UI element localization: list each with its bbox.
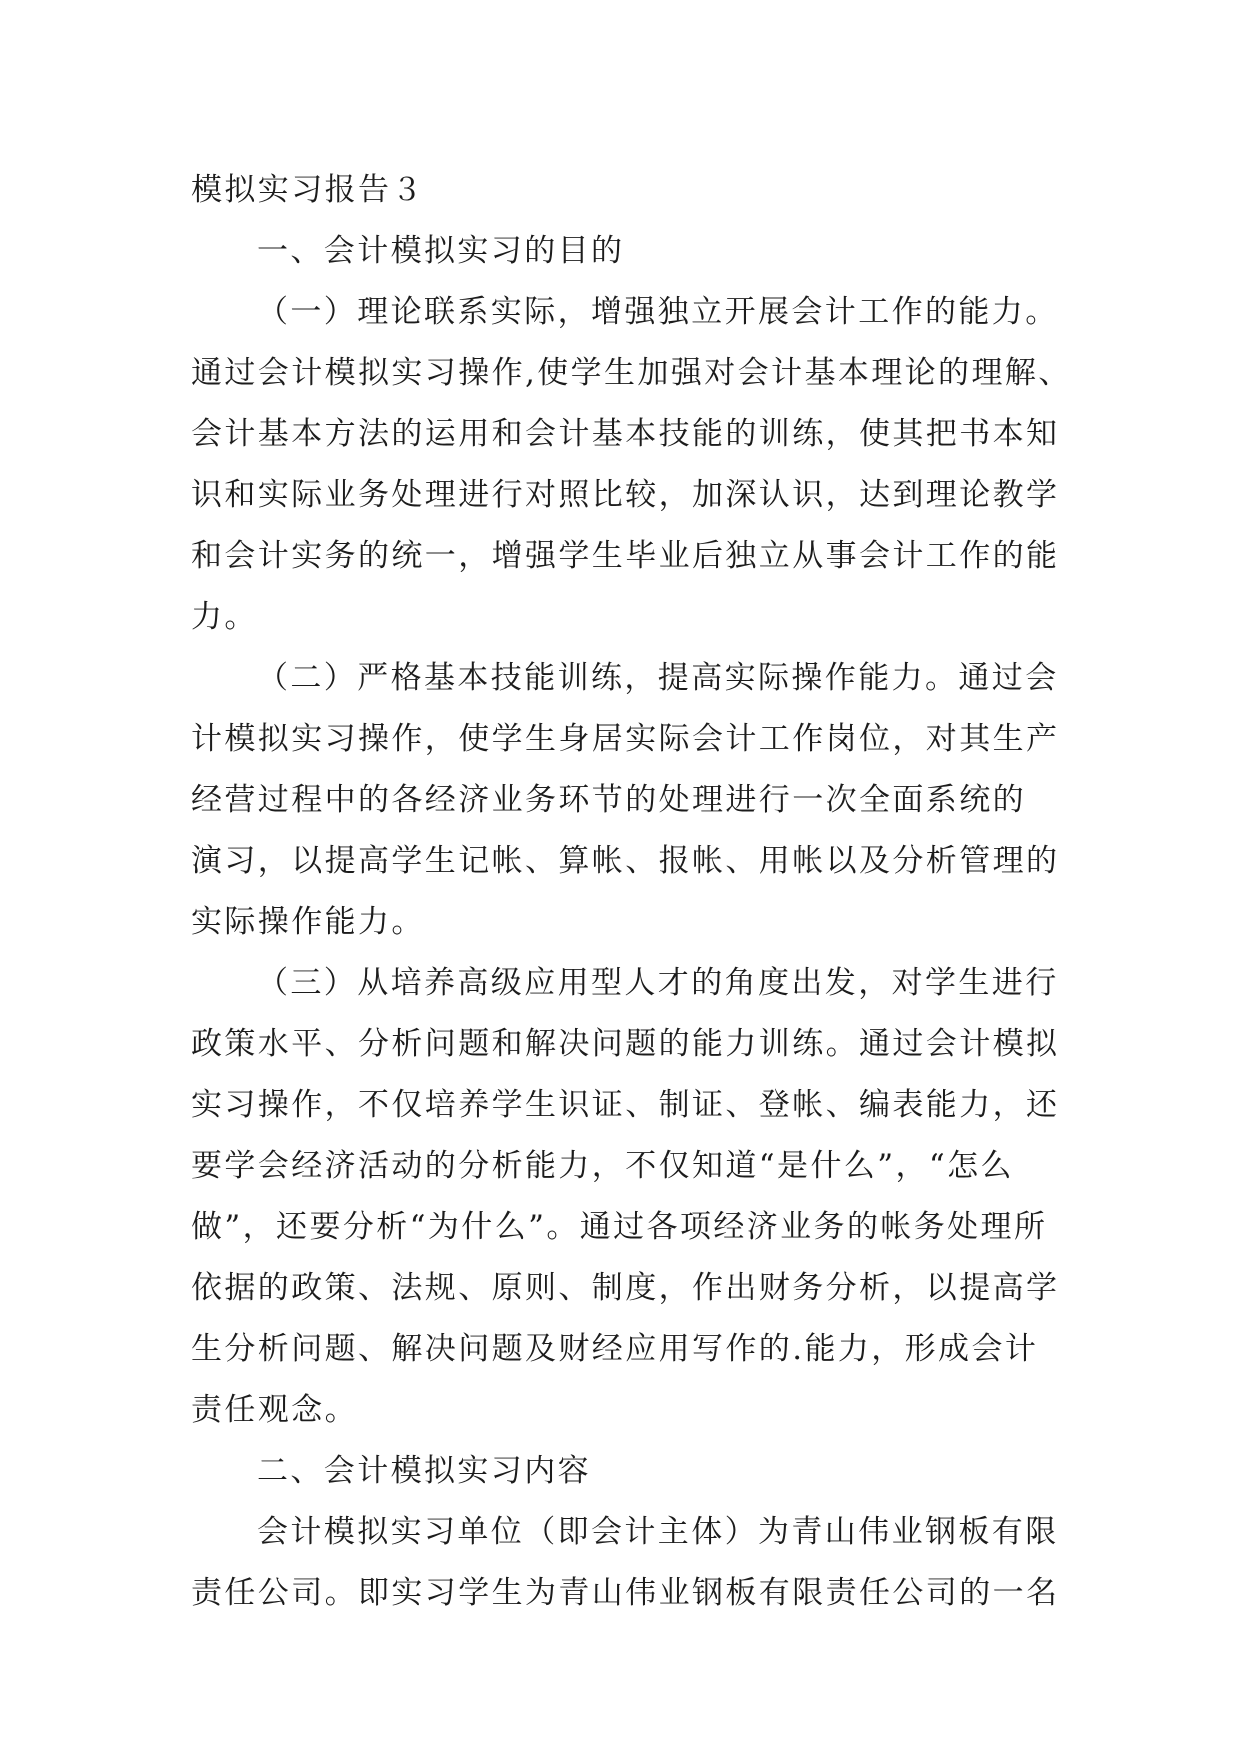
document-page bbox=[191, 160, 1072, 1624]
paragraph-line: （二）严格基本技能训练，提高实际操作能力。通过会 bbox=[257, 660, 1059, 696]
paragraph-line: 力。 bbox=[191, 599, 258, 635]
paragraph-line: （一）理论联系实际，增强独立开展会计工作的能力。 bbox=[257, 294, 1059, 330]
paragraph-line: 责任公司。即实习学生为青山伟业钢板有限责任公司的一名 bbox=[191, 1575, 1060, 1611]
paragraph-line: 要学会经济活动的分析能力，不仅知道“是什么”，“怎么 bbox=[191, 1148, 1014, 1184]
document-title: 模拟实习报告３ bbox=[191, 172, 425, 208]
paragraph-line: 政策水平、分析问题和解决问题的能力训练。通过会计模拟 bbox=[191, 1026, 1060, 1062]
paragraph-line: 依据的政策、法规、原则、制度，作出财务分析，以提高学 bbox=[191, 1270, 1060, 1306]
paragraph-line: 实际操作能力。 bbox=[191, 904, 425, 940]
paragraph-line: 识和实际业务处理进行对照比较，加深认识，达到理论教学 bbox=[191, 477, 1060, 513]
paragraph-line: 生分析问题、解决问题及财经应用写作的.能力，形成会计 bbox=[191, 1331, 1039, 1367]
paragraph-line: 通过会计模拟实习操作,使学生加强对会计基本理论的理解、 bbox=[191, 355, 1072, 391]
paragraph-line: 实习操作，不仅培养学生识证、制证、登帐、编表能力，还 bbox=[191, 1087, 1060, 1123]
section-heading-2: 二、会计模拟实习内容 bbox=[257, 1453, 591, 1489]
paragraph-line: 计模拟实习操作，使学生身居实际会计工作岗位，对其生产 bbox=[191, 721, 1060, 757]
paragraph-line: （三）从培养高级应用型人才的角度出发，对学生进行 bbox=[257, 965, 1059, 1001]
paragraph-line: 责任观念。 bbox=[191, 1392, 358, 1428]
paragraph-line: 会计基本方法的运用和会计基本技能的训练，使其把书本知 bbox=[191, 416, 1060, 452]
paragraph-line: 做”，还要分析“为什么”。通过各项经济业务的帐务处理所 bbox=[191, 1209, 1048, 1245]
paragraph-line: 会计模拟实习单位（即会计主体）为青山伟业钢板有限 bbox=[257, 1514, 1059, 1550]
paragraph-line: 经营过程中的各经济业务环节的处理进行一次全面系统的 bbox=[191, 782, 1026, 818]
paragraph-line: 演习，以提高学生记帐、算帐、报帐、用帐以及分析管理的 bbox=[191, 843, 1060, 879]
section-heading-1: 一、会计模拟实习的目的 bbox=[257, 233, 625, 269]
paragraph-line: 和会计实务的统一，增强学生毕业后独立从事会计工作的能 bbox=[191, 538, 1060, 574]
